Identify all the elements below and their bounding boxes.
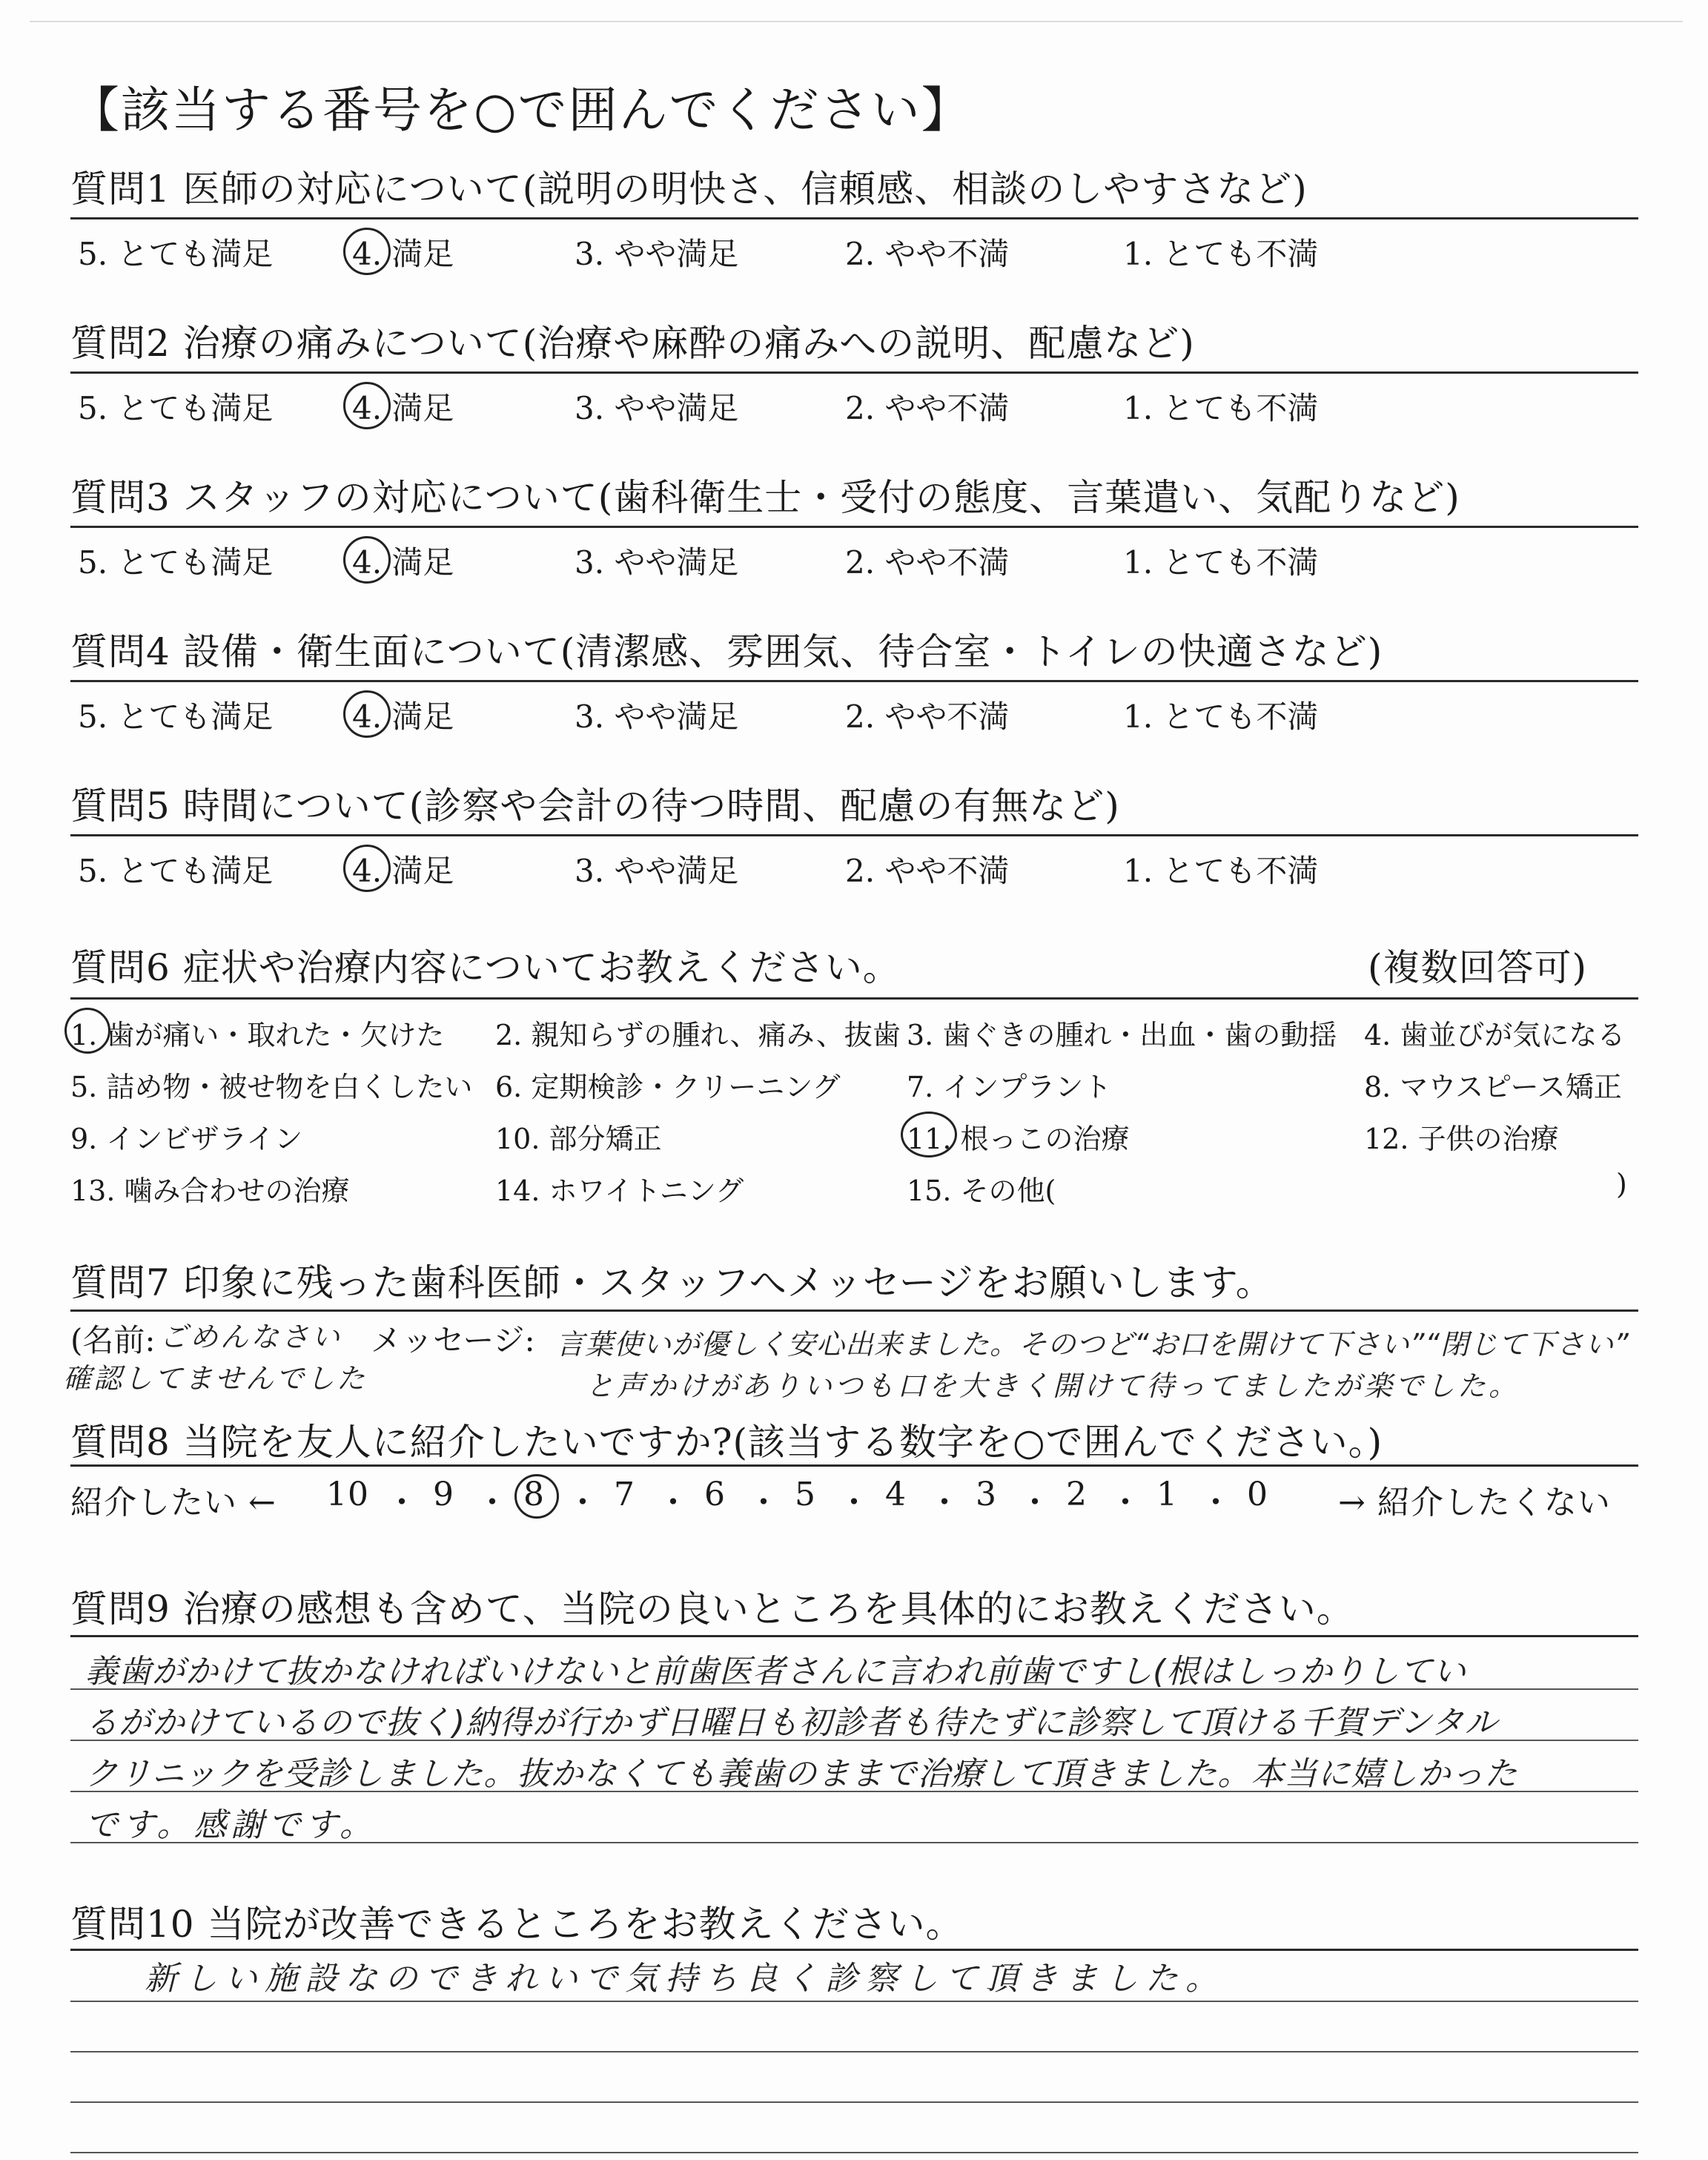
q10-line-rule-2	[70, 2051, 1638, 2052]
q10-line-rule-1	[70, 2001, 1638, 2002]
q1-option-2[interactable]: 2. やや不満	[845, 236, 1010, 272]
q6-option-13[interactable]: 13. 噛み合わせの治療	[70, 1175, 350, 1207]
q5-selected-circle	[343, 845, 391, 892]
q7-name-label: (名前:	[70, 1322, 156, 1358]
q8-scale-separator: ・	[385, 1484, 419, 1522]
q2-option-2[interactable]: 2. やや不満	[845, 390, 1010, 426]
page-title: 【該当する番号を○で囲んでください】	[70, 82, 972, 139]
q10-line-rule-4	[70, 2152, 1638, 2153]
q2-option-1[interactable]: 1. とても不満	[1123, 390, 1319, 426]
q6-selected-circle-11	[901, 1112, 957, 1157]
q4-option-2[interactable]: 2. やや不満	[845, 698, 1010, 735]
q1-option-4[interactable]: 4. 満足	[352, 236, 454, 272]
q6-option-1[interactable]: 1. 歯が痛い・取れた・欠けた	[70, 1019, 445, 1051]
q5-option-1[interactable]: 1. とても不満	[1123, 853, 1319, 889]
q6-option-6[interactable]: 6. 定期検診・クリーニング	[495, 1071, 841, 1103]
q8-scale-separator: ・	[747, 1484, 781, 1522]
q6-option-8[interactable]: 8. マウスピース矯正	[1364, 1071, 1622, 1103]
q10-answer-line-1: 新しい施設なのできれいで気持ち良く診察して頂きました。	[145, 1960, 1225, 1998]
q3-option-4[interactable]: 4. 満足	[352, 544, 454, 581]
q7-name-value-2: 確認してませんでした	[63, 1362, 368, 1395]
page-top-edge	[30, 21, 1683, 22]
q6-option-11[interactable]: 11. 根っこの治療	[907, 1123, 1130, 1155]
q6-option-3[interactable]: 3. 歯ぐきの腫れ・出血・歯の動揺	[907, 1019, 1337, 1051]
q2-label: 質問2 治療の痛みについて(治療や麻酔の痛みへの説明、配慮など)	[70, 322, 1195, 365]
q2-selected-circle	[343, 382, 391, 429]
q1-option-1[interactable]: 1. とても不満	[1123, 236, 1319, 272]
q4-option-1[interactable]: 1. とても不満	[1123, 698, 1319, 735]
q7-message-line-1: 言葉使いが優しく安心出来ました。そのつど“お口を開けて下さい”“閉じて下さい”	[556, 1328, 1629, 1361]
q1-option-3[interactable]: 3. やや満足	[575, 236, 739, 272]
q8-scale-8[interactable]: 8	[523, 1476, 545, 1513]
q8-scale-separator: ・	[838, 1484, 871, 1522]
q8-scale-3[interactable]: 3	[976, 1476, 997, 1513]
q9-rule	[70, 1635, 1638, 1637]
q4-rule	[70, 680, 1638, 682]
q9-line-rule-4	[70, 1842, 1638, 1843]
q3-selected-circle	[343, 536, 391, 584]
q9-answer-line-1: 義歯がかけて抜かなければいけないと前歯医者さんに言われ前歯ですし(根はしっかりしてい	[85, 1653, 1467, 1691]
q7-name-value: ごめんなさい	[159, 1321, 342, 1353]
q7-rule	[70, 1309, 1638, 1312]
q3-option-5[interactable]: 5. とても満足	[78, 544, 274, 581]
q4-option-3[interactable]: 3. やや満足	[575, 698, 739, 735]
q8-scale-separator: ・	[1019, 1484, 1052, 1522]
q5-rule	[70, 834, 1638, 836]
q8-scale-0[interactable]: 0	[1247, 1476, 1268, 1513]
q10-label: 質問10 当院が改善できるところをお教えください。	[70, 1903, 964, 1946]
q6-rule	[70, 997, 1638, 1000]
q3-label: 質問3 スタッフの対応について(歯科衛生士・受付の態度、言葉遣い、気配りなど)	[70, 476, 1460, 519]
q6-option-2[interactable]: 2. 親知らずの腫れ、痛み、抜歯	[495, 1019, 901, 1051]
q8-scale-10[interactable]: 10	[326, 1476, 369, 1513]
q3-rule	[70, 526, 1638, 528]
q4-option-5[interactable]: 5. とても満足	[78, 698, 274, 735]
q8-left-label: 紹介したい ←	[70, 1484, 277, 1522]
q8-selected-circle	[514, 1474, 559, 1519]
q4-label: 質問4 設備・衛生面について(清潔感、雰囲気、待合室・トイレの快適さなど)	[70, 630, 1383, 673]
q9-line-rule-2	[70, 1740, 1638, 1741]
q6-option-4[interactable]: 4. 歯並びが気になる	[1364, 1019, 1626, 1051]
q6-option-7[interactable]: 7. インプラント	[907, 1071, 1112, 1103]
q2-option-3[interactable]: 3. やや満足	[575, 390, 739, 426]
q10-rule	[70, 1949, 1638, 1951]
q3-option-3[interactable]: 3. やや満足	[575, 544, 739, 581]
q5-option-2[interactable]: 2. やや不満	[845, 853, 1010, 889]
q1-label: 質問1 医師の対応について(説明の明快さ、信頼感、相談のしやすさなど)	[70, 168, 1308, 211]
q6-option-12[interactable]: 12. 子供の治療	[1364, 1123, 1559, 1155]
q6-option-5[interactable]: 5. 詰め物・被せ物を白くしたい	[70, 1071, 473, 1103]
q4-selected-circle	[343, 690, 391, 738]
q3-option-2[interactable]: 2. やや不満	[845, 544, 1010, 581]
q7-message-line-2: と声かけがありいつも口を大きく開けて待ってましたが楽でした。	[586, 1370, 1520, 1402]
q8-scale-separator: ・	[657, 1484, 690, 1522]
q10-line-rule-3	[70, 2101, 1638, 2103]
q5-label: 質問5 時間について(診察や会計の待つ時間、配慮の有無など)	[70, 785, 1120, 828]
q8-rule	[70, 1464, 1638, 1467]
q8-scale-7[interactable]: 7	[614, 1476, 635, 1513]
q9-label: 質問9 治療の感想も含めて、当院の良いところを具体的にお教えください。	[70, 1588, 1354, 1631]
q6-option-14[interactable]: 14. ホワイトニング	[495, 1175, 744, 1207]
q8-scale-separator: ・	[566, 1484, 600, 1522]
q8-scale-separator: ・	[928, 1484, 961, 1522]
q6-option-10[interactable]: 10. 部分矯正	[495, 1123, 662, 1155]
q1-selected-circle	[343, 228, 391, 275]
q7-label: 質問7 印象に残った歯科医師・スタッフへメッセージをお願いします。	[70, 1261, 1274, 1304]
q8-scale-separator: ・	[476, 1484, 509, 1522]
q8-scale-1[interactable]: 1	[1156, 1476, 1178, 1513]
q8-label: 質問8 当院を友人に紹介したいですか?(該当する数字を○で囲んでください。)	[70, 1421, 1383, 1464]
q5-option-5[interactable]: 5. とても満足	[78, 853, 274, 889]
q4-option-4[interactable]: 4. 満足	[352, 698, 454, 735]
q2-option-5[interactable]: 5. とても満足	[78, 390, 274, 426]
q8-right-label: → 紹介したくない	[1338, 1484, 1611, 1522]
q6-option-16: )	[1616, 1168, 1627, 1200]
q8-scale-4[interactable]: 4	[885, 1476, 907, 1513]
q1-rule	[70, 217, 1638, 219]
q9-line-rule-1	[70, 1688, 1638, 1690]
q7-message-label: メッセージ:	[371, 1322, 535, 1358]
q9-line-rule-3	[70, 1791, 1638, 1792]
q2-option-4[interactable]: 4. 満足	[352, 390, 454, 426]
q9-answer-line-3: クリニックを受診しました。抜かなくても義歯のままで治療して頂きました。本当に嬉しかった	[85, 1755, 1518, 1793]
q3-option-1[interactable]: 1. とても不満	[1123, 544, 1319, 581]
q8-scale-separator: ・	[1109, 1484, 1142, 1522]
q8-scale-2[interactable]: 2	[1066, 1476, 1088, 1513]
q6-label: 質問6 症状や治療内容についてお教えください。	[70, 946, 901, 989]
q5-option-4[interactable]: 4. 満足	[352, 853, 454, 889]
q2-rule	[70, 371, 1638, 374]
q8-scale-6[interactable]: 6	[704, 1476, 726, 1513]
q1-option-5[interactable]: 5. とても満足	[78, 236, 274, 272]
q8-scale-9[interactable]: 9	[433, 1476, 454, 1513]
q6-option-9[interactable]: 9. インビザライン	[70, 1123, 303, 1155]
q5-option-3[interactable]: 3. やや満足	[575, 853, 739, 889]
q6-option-15[interactable]: 15. その他(	[907, 1175, 1056, 1207]
q9-answer-line-4: です。感謝です。	[85, 1806, 377, 1844]
q6-selected-circle-1	[64, 1008, 110, 1054]
q9-answer-line-2: るがかけているので抜く)納得が行かず日曜日も初診者も待たずに診察して頂ける千賀デンタル	[85, 1704, 1498, 1742]
q8-scale-separator: ・	[1199, 1484, 1233, 1522]
q8-scale-5[interactable]: 5	[795, 1476, 816, 1513]
q6-note: (複数回答可)	[1368, 946, 1588, 989]
